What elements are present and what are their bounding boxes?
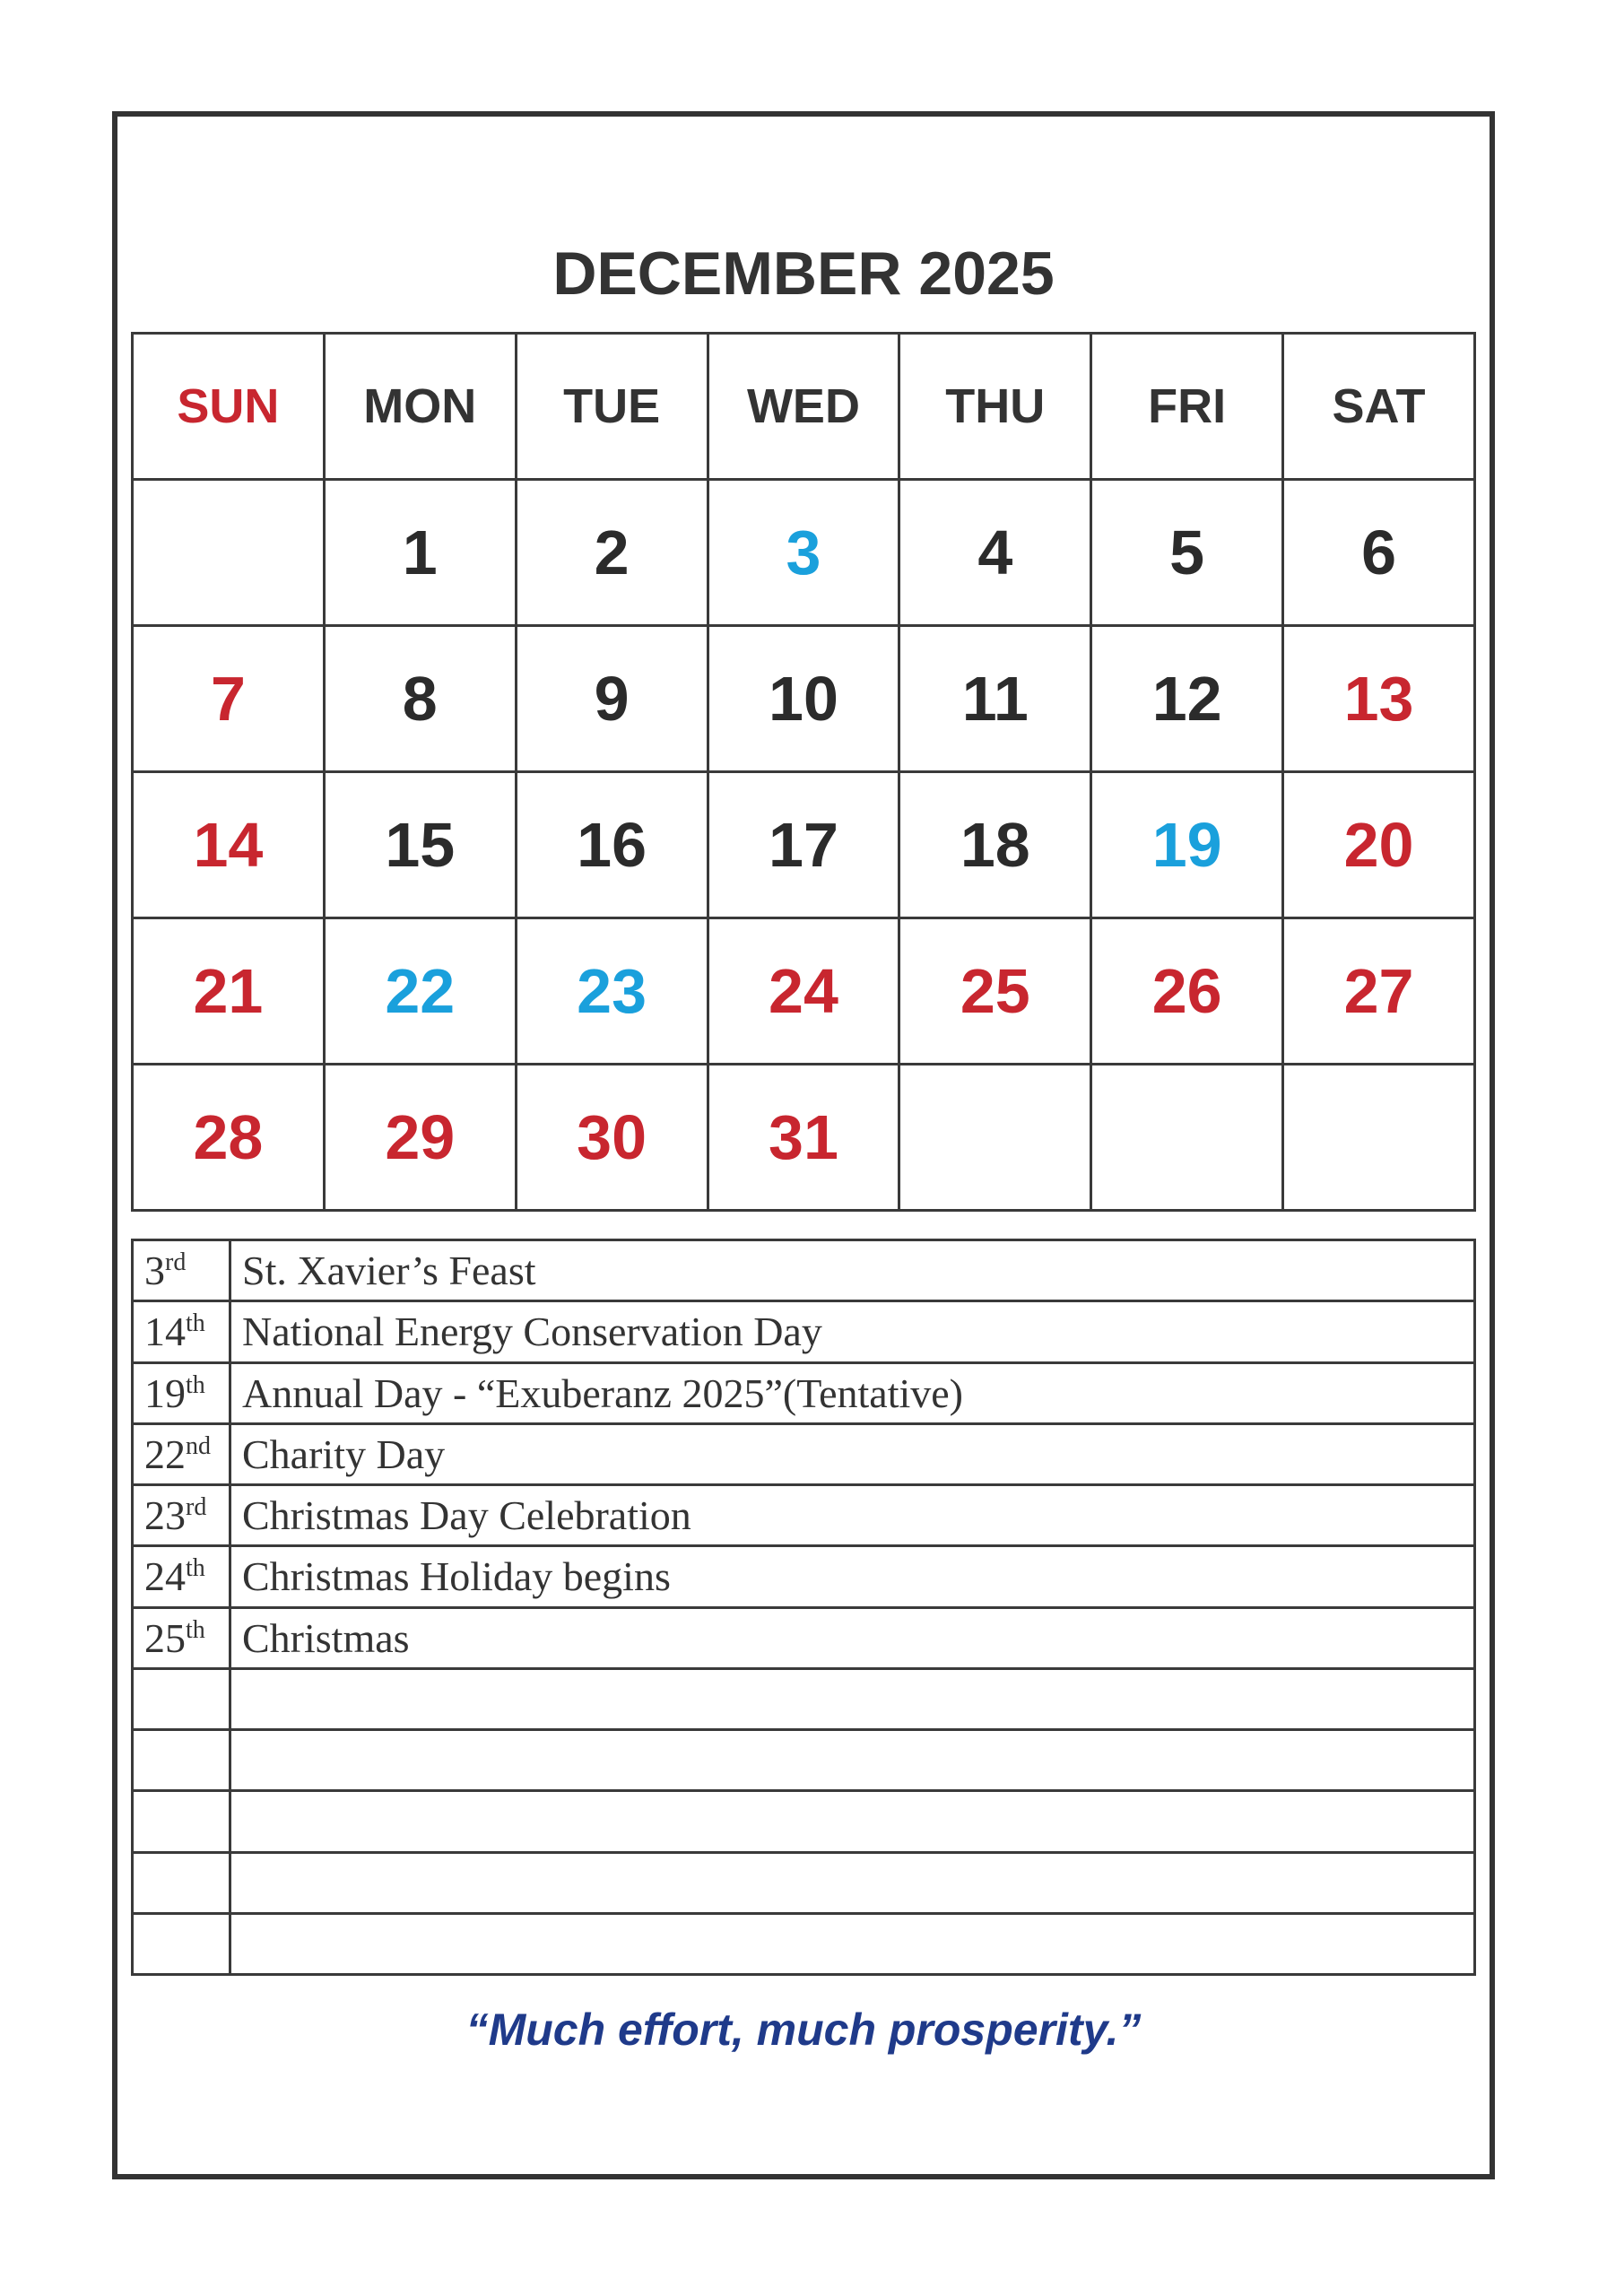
event-date	[133, 1240, 230, 1301]
event-date	[133, 1730, 230, 1791]
day-cell: 18	[899, 772, 1091, 918]
event-date	[133, 1423, 230, 1484]
event-date	[133, 1546, 230, 1607]
event-date	[133, 1668, 230, 1729]
event-row	[133, 1668, 1475, 1729]
event-description: Charity Day	[230, 1423, 1475, 1484]
weekday-wed: WED	[708, 334, 899, 480]
event-date	[133, 1485, 230, 1546]
event-date	[133, 1301, 230, 1362]
event-row	[133, 1362, 1475, 1423]
event-description	[230, 1730, 1475, 1791]
empty-day-cell	[1091, 1065, 1283, 1211]
day-cell: 19	[1091, 772, 1283, 918]
day-cell: 14	[133, 772, 325, 918]
motto-quote: “Much effort, much prosperity.”	[465, 2005, 1142, 2055]
day-cell: 3	[708, 480, 899, 626]
event-date-number: 25	[144, 1614, 186, 1661]
weekday-thu: THU	[899, 334, 1091, 480]
event-date-number: 19	[144, 1370, 186, 1416]
events-table	[131, 1239, 1476, 1976]
event-description: Christmas Day Celebration	[230, 1485, 1475, 1546]
events-body	[133, 1240, 1475, 1975]
event-date-number: 22	[144, 1431, 186, 1477]
event-description: Christmas	[230, 1607, 1475, 1668]
day-cell: 31	[708, 1065, 899, 1211]
event-row	[133, 1607, 1475, 1668]
weekday-tue: TUE	[516, 334, 708, 480]
day-cell: 9	[516, 626, 708, 772]
event-date-suffix: th	[186, 1309, 205, 1338]
event-date	[133, 1852, 230, 1913]
month-grid	[131, 332, 1476, 1212]
day-cell: 23	[516, 918, 708, 1065]
day-cell: 10	[708, 626, 899, 772]
day-cell: 13	[1283, 626, 1475, 772]
event-date-suffix: th	[186, 1615, 205, 1644]
day-cell: 16	[516, 772, 708, 918]
day-cell: 20	[1283, 772, 1475, 918]
event-row	[133, 1423, 1475, 1484]
empty-day-cell	[1283, 1065, 1475, 1211]
day-cell: 28	[133, 1065, 325, 1211]
day-cell: 1	[324, 480, 516, 626]
event-date	[133, 1607, 230, 1668]
day-cell: 22	[324, 918, 516, 1065]
day-cell: 15	[324, 772, 516, 918]
event-row	[133, 1546, 1475, 1607]
event-date	[133, 1791, 230, 1852]
weekday-mon: MON	[324, 334, 516, 480]
event-date-suffix: nd	[186, 1431, 211, 1460]
event-row	[133, 1852, 1475, 1913]
day-cell: 27	[1283, 918, 1475, 1065]
event-description: National Energy Conservation Day	[230, 1301, 1475, 1362]
event-date-number: 24	[144, 1553, 186, 1600]
day-cell: 7	[133, 626, 325, 772]
event-date-number: 14	[144, 1309, 186, 1355]
event-date-suffix: th	[186, 1554, 205, 1583]
week-row	[133, 480, 1475, 626]
day-cell: 6	[1283, 480, 1475, 626]
event-date-suffix: rd	[186, 1493, 207, 1522]
event-description: St. Xavier’s Feast	[230, 1240, 1475, 1301]
event-row	[133, 1240, 1475, 1301]
event-date	[133, 1362, 230, 1423]
day-cell: 5	[1091, 480, 1283, 626]
day-cell: 25	[899, 918, 1091, 1065]
event-row	[133, 1913, 1475, 1974]
event-description	[230, 1852, 1475, 1913]
event-row	[133, 1301, 1475, 1362]
weekday-header-row	[133, 334, 1475, 480]
event-description	[230, 1913, 1475, 1974]
event-description: Christmas Holiday begins	[230, 1546, 1475, 1607]
week-row	[133, 626, 1475, 772]
day-cell: 12	[1091, 626, 1283, 772]
page-title: DECEMBER 2025	[552, 239, 1055, 308]
event-description: Annual Day - “Exuberanz 2025”(Tentative)	[230, 1362, 1475, 1423]
event-row	[133, 1730, 1475, 1791]
event-date	[133, 1913, 230, 1974]
weeks-body	[133, 480, 1475, 1211]
day-cell: 30	[516, 1065, 708, 1211]
weekday-sat: SAT	[1283, 334, 1475, 480]
day-cell: 2	[516, 480, 708, 626]
event-date-number: 3	[144, 1248, 165, 1294]
day-cell: 26	[1091, 918, 1283, 1065]
week-row	[133, 772, 1475, 918]
event-date-suffix: rd	[165, 1248, 187, 1277]
day-cell: 11	[899, 626, 1091, 772]
event-date-number: 23	[144, 1492, 186, 1539]
weekday-sun: SUN	[133, 334, 325, 480]
event-row	[133, 1791, 1475, 1852]
event-row	[133, 1485, 1475, 1546]
event-description	[230, 1668, 1475, 1729]
day-cell: 21	[133, 918, 325, 1065]
day-cell: 29	[324, 1065, 516, 1211]
event-date-suffix: th	[186, 1370, 205, 1399]
day-cell: 8	[324, 626, 516, 772]
weekday-fri: FRI	[1091, 334, 1283, 480]
empty-day-cell	[133, 480, 325, 626]
empty-day-cell	[899, 1065, 1091, 1211]
week-row	[133, 918, 1475, 1065]
week-row	[133, 1065, 1475, 1211]
day-cell: 24	[708, 918, 899, 1065]
day-cell: 4	[899, 480, 1091, 626]
day-cell: 17	[708, 772, 899, 918]
event-description	[230, 1791, 1475, 1852]
